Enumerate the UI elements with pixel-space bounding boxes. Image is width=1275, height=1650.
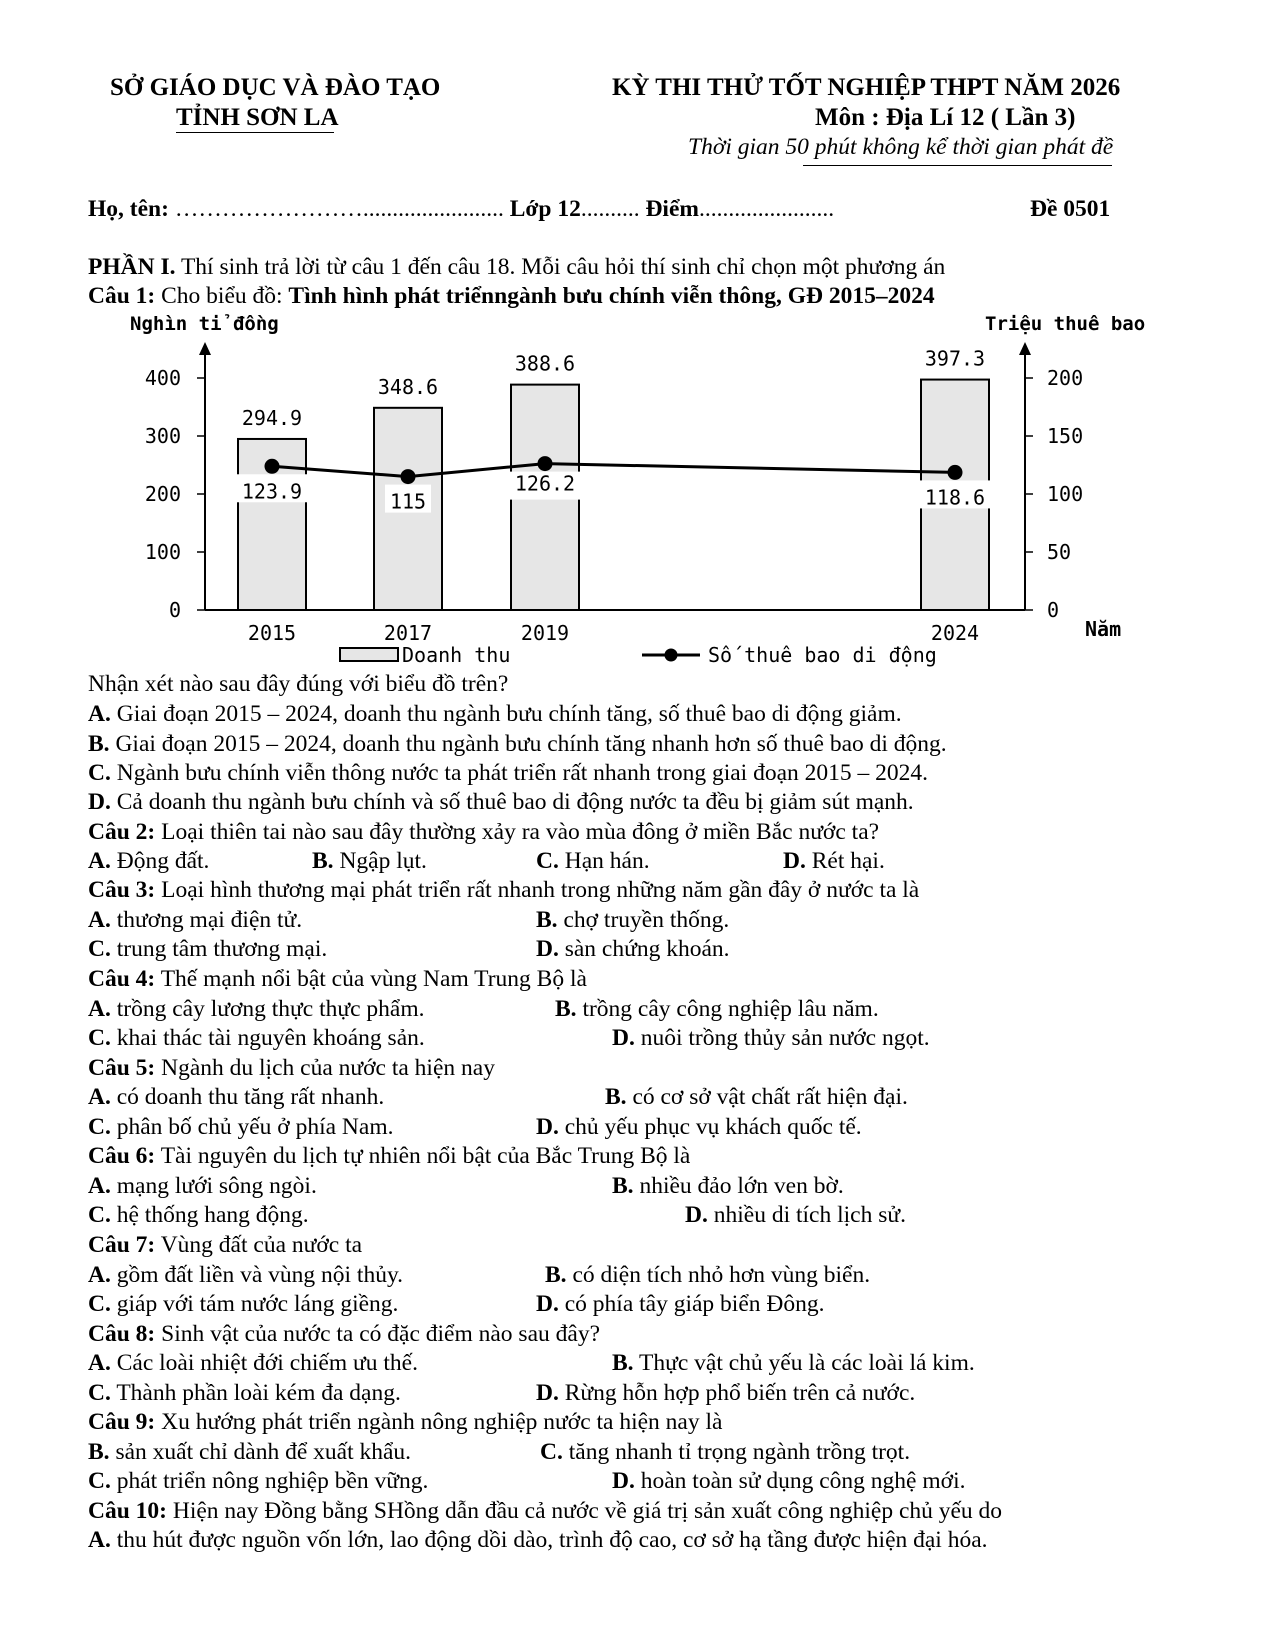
q1-option-b-letter: B. [88, 731, 110, 757]
q8-option-b-text: Thực vật chủ yếu là các loài lá kim. [639, 1350, 975, 1376]
right-tick-label: 50 [1047, 540, 1072, 564]
left-tick-label: 400 [144, 366, 181, 390]
q6-option-d-text: nhiều di tích lịch sử. [713, 1202, 906, 1228]
q1-option-a-letter: A. [88, 701, 111, 727]
q8-option-c-text: Thành phần loài kém đa dạng. [116, 1380, 401, 1406]
x-axis-label: Năm [1085, 617, 1122, 641]
q5-option-b-text: có cơ sở vật chất rất hiện đại. [632, 1084, 908, 1110]
q8-text: Sinh vật của nước ta có đặc điểm nào sau đây? [161, 1321, 600, 1347]
q2-option-c[interactable] [536, 848, 650, 875]
exam-title: KỲ THI THỬ TỐT NGHIỆP THPT NĂM 2026 [612, 74, 1121, 101]
q9-option-1-letter: B. [88, 1439, 110, 1465]
q5-option-d[interactable] [536, 1114, 862, 1141]
class-dots: .......... [580, 196, 640, 222]
province-name: TỈNH SƠN LA [176, 104, 339, 131]
left-tick-label: 0 [168, 598, 181, 622]
q6-option-c-text: hệ thống hang động. [116, 1202, 309, 1228]
q6-option-b-letter: B. [612, 1173, 634, 1199]
legend-bar-label: Doanh thu [402, 643, 511, 667]
q3-option-c-letter: C. [88, 936, 111, 962]
q4-option-c[interactable] [88, 1025, 425, 1052]
q4-option-b-letter: B. [555, 996, 577, 1022]
q3-option-b[interactable] [536, 907, 729, 934]
q6-option-c-letter: C. [88, 1202, 111, 1228]
q4-option-c-text: khai thác tài nguyên khoáng sản. [116, 1025, 425, 1051]
q4-option-d-text: nuôi trồng thủy sản nước ngọt. [640, 1025, 930, 1051]
q7-option-d[interactable] [536, 1291, 824, 1318]
q10-option-a-letter: A. [88, 1527, 111, 1553]
q9-option-3-letter: C. [88, 1468, 111, 1494]
x-tick-label: 2015 [247, 621, 297, 645]
q4-option-b-text: trồng cây công nghiệp lâu năm. [582, 996, 879, 1022]
q1-label: Câu 1: [88, 283, 156, 309]
q6-option-b-text: nhiều đảo lớn ven bờ. [639, 1173, 844, 1199]
q9-option-2-letter: C. [540, 1439, 563, 1465]
q7-label: Câu 7: [88, 1232, 156, 1258]
q7-option-c-letter: C. [88, 1291, 111, 1317]
q4-text: Thế mạnh nổi bật của vùng Nam Trung Bộ là [160, 966, 587, 992]
q1-chart-title: Tình hình phát triểnngành bưu chính viễn thông, GĐ 2015–2024 [288, 283, 935, 309]
right-tick-label: 0 [1047, 598, 1060, 622]
q2-text: Loại thiên tai nào sau đây thường xảy ra vào mùa đông ở miền Bắc nước ta? [161, 819, 880, 845]
q8-option-a-letter: A. [88, 1350, 111, 1376]
time-line: Thời gian 50 phút không kể thời gian phát đề [688, 134, 1114, 160]
q5-option-c-letter: C. [88, 1114, 111, 1140]
chart [0, 305, 1275, 675]
class-label: Lớp 12 [509, 196, 581, 222]
q5-text: Ngành du lịch của nước ta hiện nay [161, 1055, 495, 1081]
q3-option-d-text: sàn chứng khoán. [564, 936, 730, 962]
q8-option-c-letter: C. [88, 1380, 111, 1406]
q6-option-a[interactable] [88, 1173, 317, 1200]
line-value-label: 118.6 [924, 485, 986, 510]
q9-option-4[interactable] [612, 1468, 965, 1495]
q7-option-b[interactable] [545, 1262, 870, 1289]
q1-option-a[interactable] [88, 701, 902, 728]
line-value-label: 115 [389, 489, 427, 514]
q4-stem [88, 966, 587, 993]
left-tick-label: 300 [144, 424, 181, 448]
q9-option-2-text: tăng nhanh tỉ trọng ngành trồng trọt. [568, 1439, 911, 1465]
q8-option-a-text: Các loài nhiệt đới chiếm ưu thế. [116, 1350, 418, 1376]
q7-option-b-text: có diện tích nhỏ hơn vùng biển. [572, 1262, 871, 1288]
q4-option-d[interactable] [612, 1025, 930, 1052]
q10-text: Hiện nay Đồng bằng SHồng dẫn đầu cả nước về giá trị sản xuất công nghiệp chủ yếu do [172, 1498, 1003, 1524]
q8-option-c[interactable] [88, 1380, 401, 1407]
q1-option-d-letter: D. [88, 789, 111, 815]
q4-label: Câu 4: [88, 966, 156, 992]
line-point [265, 459, 280, 474]
q2-option-b[interactable] [312, 848, 427, 875]
q7-option-b-letter: B. [545, 1262, 567, 1288]
q7-option-a-letter: A. [88, 1262, 111, 1288]
section-text: Thí sinh trả lời từ câu 1 đến câu 18. Mỗi câu hỏi thí sinh chỉ chọn một phương án [180, 254, 946, 280]
line-value-label: 126.2 [514, 471, 576, 496]
line-point [948, 465, 963, 480]
q4-option-a-letter: A. [88, 996, 111, 1022]
q5-option-b[interactable] [605, 1084, 908, 1111]
q7-option-c[interactable] [88, 1291, 398, 1318]
q2-option-c-text: Hạn hán. [564, 848, 650, 874]
q2-stem [88, 819, 879, 846]
q9-option-4-letter: D. [612, 1468, 635, 1494]
right-tick-label: 100 [1047, 482, 1084, 506]
legend-bar-swatch [340, 648, 398, 661]
q2-option-d[interactable] [783, 848, 885, 875]
dept-name: SỞ GIÁO DỤC VÀ ĐÀO TẠO [110, 74, 441, 101]
q6-text: Tài nguyên du lịch tự nhiên nổi bật của Bắc Trung Bộ là [160, 1143, 691, 1169]
province-underline [176, 132, 334, 133]
q5-option-c[interactable] [88, 1114, 393, 1141]
q9-option-4-text: hoàn toàn sử dụng công nghệ mới. [640, 1468, 966, 1494]
q6-option-d[interactable] [685, 1202, 906, 1229]
q2-label: Câu 2: [88, 819, 156, 845]
name-label: Họ, tên: [88, 196, 169, 222]
exam-code: Đề 0501 [1030, 196, 1111, 222]
q7-option-c-text: giáp với tám nước láng giềng. [116, 1291, 399, 1317]
q10-option-a-text: thu hút được nguồn vốn lớn, lao động dồi dào, trình độ cao, cơ sở hạ tầng được hiện đại hóa. [116, 1527, 988, 1553]
q3-option-d[interactable] [536, 936, 730, 963]
q8-option-a[interactable] [88, 1350, 418, 1377]
x-tick-label: 2024 [930, 621, 980, 645]
q6-option-c[interactable] [88, 1202, 309, 1229]
q6-stem [88, 1143, 690, 1170]
q9-stem [88, 1409, 722, 1436]
q6-option-a-text: mạng lưới sông ngòi. [116, 1173, 317, 1199]
legend-line-label: Số thuê bao di động [708, 643, 937, 667]
q5-option-d-text: chủ yếu phục vụ khách quốc tế. [564, 1114, 862, 1140]
q3-option-b-text: chợ truyền thống. [563, 907, 730, 933]
q3-text: Loại hình thương mại phát triển rất nhanh trong những năm gần đây ở nước ta là [161, 877, 920, 903]
right-tick-label: 150 [1047, 424, 1084, 448]
q3-option-c-text: trung tâm thương mại. [116, 936, 328, 962]
q3-option-a[interactable] [88, 907, 302, 934]
q3-option-b-letter: B. [536, 907, 558, 933]
q5-option-a-text: có doanh thu tăng rất nhanh. [116, 1084, 385, 1110]
student-info-row [88, 196, 834, 223]
q3-option-a-letter: A. [88, 907, 111, 933]
q4-option-d-letter: D. [612, 1025, 635, 1051]
left-axis-label: Nghìn tỉ đồng [130, 313, 279, 335]
q9-option-3[interactable] [88, 1468, 428, 1495]
line-point [538, 456, 553, 471]
right-axis-arrow [1019, 342, 1031, 355]
q10-label: Câu 10: [88, 1498, 167, 1524]
q4-option-a[interactable] [88, 996, 425, 1023]
q5-option-a[interactable] [88, 1084, 384, 1111]
q2-option-a-text: Động đất. [116, 848, 210, 874]
q2-option-a[interactable] [88, 848, 209, 875]
q9-option-3-text: phát triển nông nghiệp bền vững. [116, 1468, 429, 1494]
q1-option-b-text: Giai đoạn 2015 – 2024, doanh thu ngành bưu chính tăng nhanh hơn số thuê bao di động. [115, 731, 947, 757]
q7-option-d-text: có phía tây giáp biển Đông. [564, 1291, 825, 1317]
q2-option-c-letter: C. [536, 848, 559, 874]
q5-stem [88, 1055, 495, 1082]
q5-option-d-letter: D. [536, 1114, 559, 1140]
bar-value-label: 294.9 [241, 405, 303, 430]
q5-option-b-letter: B. [605, 1084, 627, 1110]
right-tick-label: 200 [1047, 366, 1084, 390]
q1-option-c[interactable] [88, 760, 928, 787]
q2-option-d-text: Rét hại. [811, 848, 885, 874]
q1-option-b[interactable] [88, 731, 947, 758]
q8-option-d[interactable] [536, 1380, 915, 1407]
q2-option-d-letter: D. [783, 848, 806, 874]
line-value-label: 123.9 [241, 479, 303, 504]
q7-text: Vùng đất của nước ta [160, 1232, 363, 1258]
q3-label: Câu 3: [88, 877, 156, 903]
q3-option-d-letter: D. [536, 936, 559, 962]
q2-option-b-text: Ngập lụt. [339, 848, 427, 874]
q4-option-c-letter: C. [88, 1025, 111, 1051]
q5-label: Câu 5: [88, 1055, 156, 1081]
q7-option-a-text: gồm đất liền và vùng nội thủy. [116, 1262, 404, 1288]
q8-label: Câu 8: [88, 1321, 156, 1347]
time-underline [803, 165, 1112, 166]
q7-option-a[interactable] [88, 1262, 403, 1289]
legend-line-marker [665, 649, 678, 662]
q4-option-b[interactable] [555, 996, 879, 1023]
q8-option-d-text: Rừng hỗn hợp phổ biến trên cả nước. [564, 1380, 916, 1406]
bar-value-label: 397.3 [924, 346, 986, 371]
left-tick-label: 100 [144, 540, 181, 564]
subject-line: Môn : Địa Lí 12 ( Lần 3) [815, 104, 1076, 131]
q5-option-a-letter: A. [88, 1084, 111, 1110]
q2-option-b-letter: B. [312, 848, 334, 874]
left-axis-arrow [199, 342, 211, 355]
q3-stem [88, 877, 919, 904]
q1-option-c-text: Ngành bưu chính viễn thông nước ta phát triển rất nhanh trong giai đoạn 2015 – 2024. [116, 760, 929, 786]
score-dots: ....................... [698, 196, 835, 222]
q1-option-c-letter: C. [88, 760, 111, 786]
q8-option-d-letter: D. [536, 1380, 559, 1406]
bar-value-label: 348.6 [377, 374, 439, 399]
bar-value-label: 388.6 [514, 351, 576, 376]
score-label: Điểm [645, 196, 699, 222]
q7-option-d-letter: D. [536, 1291, 559, 1317]
q8-option-b[interactable] [612, 1350, 975, 1377]
q1-question: Nhận xét nào sau đây đúng với biểu đồ trên? [88, 671, 509, 697]
section-instruction [88, 254, 945, 281]
q7-stem [88, 1232, 362, 1259]
q6-option-a-letter: A. [88, 1173, 111, 1199]
q3-option-c[interactable] [88, 936, 327, 963]
q6-option-b[interactable] [612, 1173, 844, 1200]
q2-option-a-letter: A. [88, 848, 111, 874]
q1-option-d[interactable] [88, 789, 914, 816]
q1-option-a-text: Giai đoạn 2015 – 2024, doanh thu ngành bưu chính tăng, số thuê bao di động giảm. [116, 701, 902, 727]
q9-option-1-text: sản xuất chỉ dành để xuất khẩu. [115, 1439, 412, 1465]
q9-text: Xu hướng phát triển ngành nông nghiệp nước ta hiện nay là [161, 1409, 723, 1435]
q9-option-1[interactable] [88, 1439, 411, 1466]
q4-option-a-text: trồng cây lương thực thực phẩm. [116, 996, 425, 1022]
q9-label: Câu 9: [88, 1409, 156, 1435]
section-title: PHẦN I. [88, 254, 176, 280]
q3-option-a-text: thương mại điện tử. [116, 907, 303, 933]
q10-option-a[interactable] [88, 1527, 988, 1554]
x-tick-label: 2019 [520, 621, 570, 645]
q1-text: Cho biểu đồ: [161, 283, 283, 309]
q8-option-b-letter: B. [612, 1350, 634, 1376]
q9-option-2[interactable] [540, 1439, 910, 1466]
right-axis-label: Triệu thuê bao [985, 313, 1146, 335]
q8-stem [88, 1321, 600, 1348]
q5-option-c-text: phân bố chủ yếu ở phía Nam. [116, 1114, 394, 1140]
q10-stem [88, 1498, 1002, 1525]
x-tick-label: 2017 [383, 621, 433, 645]
name-dots: ……………………........................ [174, 196, 504, 222]
q6-option-d-letter: D. [685, 1202, 708, 1228]
line-point [401, 469, 416, 484]
q6-label: Câu 6: [88, 1143, 156, 1169]
left-tick-label: 200 [144, 482, 181, 506]
q1-option-d-text: Cả doanh thu ngành bưu chính và số thuê bao di động nước ta đều bị giảm sút mạnh. [116, 789, 914, 815]
